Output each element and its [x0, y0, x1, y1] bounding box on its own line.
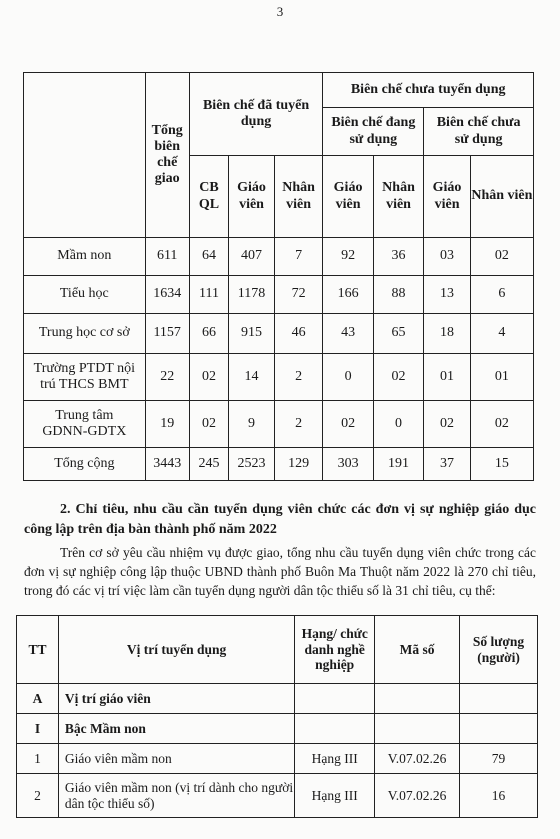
- table-row: [24, 276, 534, 314]
- section-tt: A: [17, 684, 59, 714]
- cell: 1634: [145, 276, 189, 314]
- empty-cell: [460, 684, 538, 714]
- section-2-heading-text: 2. Chỉ tiêu, nhu cầu cần tuyển dụng viên chức các đơn vị sự nghiệp giáo dục công lập trên địa bàn thành phố năm 2022: [24, 502, 536, 537]
- cell: 7: [274, 238, 323, 276]
- cell: 88: [373, 276, 424, 314]
- cell: 4: [470, 314, 533, 354]
- section-row: [17, 714, 538, 744]
- cell: 02: [470, 401, 533, 448]
- cell: 19: [145, 401, 189, 448]
- header-nhan-vien: Nhân viên: [470, 156, 533, 238]
- row-rank: Hạng III: [295, 774, 375, 818]
- cell: 129: [274, 448, 323, 481]
- empty-cell: [295, 714, 375, 744]
- cell: 15: [470, 448, 533, 481]
- corner-cell: [24, 73, 146, 238]
- header-tt: TT: [17, 616, 59, 684]
- header-giao-vien: Giáo viên: [229, 156, 275, 238]
- header-giao-vien: Giáo viên: [424, 156, 471, 238]
- row-code: V.07.02.26: [375, 744, 460, 774]
- table-row: [24, 314, 534, 354]
- header-not-recruited: Biên chế chưa tuyển dụng: [323, 73, 534, 108]
- cell: 65: [373, 314, 424, 354]
- header-not-in-use: Biên chế chưa sử dụng: [424, 108, 534, 156]
- empty-cell: [375, 684, 460, 714]
- empty-cell: [295, 684, 375, 714]
- header-quantity: Số lượng (người): [460, 616, 538, 684]
- empty-cell: [375, 714, 460, 744]
- row-tt: 1: [17, 744, 59, 774]
- cell: 66: [189, 314, 228, 354]
- cell: 37: [424, 448, 471, 481]
- table-row: [24, 238, 534, 276]
- cell: 0: [373, 401, 424, 448]
- header-position: Vị trí tuyển dụng: [58, 616, 294, 684]
- cell: 02: [189, 354, 228, 401]
- cell: 02: [323, 401, 373, 448]
- cell: 01: [424, 354, 471, 401]
- cell: 166: [323, 276, 373, 314]
- cell: 72: [274, 276, 323, 314]
- row-position: Giáo viên mầm non: [58, 744, 294, 774]
- cell: 1157: [145, 314, 189, 354]
- section-2-heading: [24, 500, 536, 540]
- section-tt: I: [17, 714, 59, 744]
- cell: 13: [424, 276, 471, 314]
- row-label: Tiểu học: [24, 276, 146, 314]
- page-number: 3: [276, 4, 284, 19]
- cell: 43: [323, 314, 373, 354]
- table-row: [24, 354, 534, 401]
- section-label: Vị trí giáo viên: [58, 684, 294, 714]
- header-cbql: CB QL: [189, 156, 228, 238]
- cell: 191: [373, 448, 424, 481]
- cell: 02: [373, 354, 424, 401]
- row-quantity: 79: [460, 744, 538, 774]
- row-label: Mầm non: [24, 238, 146, 276]
- cell: 1178: [229, 276, 275, 314]
- recruitment-table: [16, 615, 538, 818]
- cell: 18: [424, 314, 471, 354]
- cell: 02: [470, 238, 533, 276]
- header-recruited: Biên chế đã tuyển dụng: [189, 73, 323, 156]
- row-code: V.07.02.26: [375, 774, 460, 818]
- cell: 303: [323, 448, 373, 481]
- header-nhan-vien: Nhân viên: [274, 156, 323, 238]
- cell: 0: [323, 354, 373, 401]
- row-tt: 2: [17, 774, 59, 818]
- cell: 02: [189, 401, 228, 448]
- table-row: [17, 744, 538, 774]
- cell: 2523: [229, 448, 275, 481]
- header-rank: Hạng/ chức danh nghề nghiệp: [295, 616, 375, 684]
- row-label: Trung tâm GDNN-GDTX: [24, 401, 146, 448]
- row-position: Giáo viên mầm non (vị trí dành cho người dân tộc thiểu số): [58, 774, 294, 818]
- cell: 611: [145, 238, 189, 276]
- cell: 2: [274, 354, 323, 401]
- section-2-paragraph: [24, 543, 536, 600]
- row-quantity: 16: [460, 774, 538, 818]
- cell: 111: [189, 276, 228, 314]
- empty-cell: [460, 714, 538, 744]
- header-nhan-vien: Nhân viên: [373, 156, 424, 238]
- cell: 2: [274, 401, 323, 448]
- cell: 6: [470, 276, 533, 314]
- table-row: [17, 774, 538, 818]
- header-giao-vien: Giáo viên: [323, 156, 373, 238]
- cell: 407: [229, 238, 275, 276]
- header-code: Mã số: [375, 616, 460, 684]
- section-label: Bậc Mầm non: [58, 714, 294, 744]
- cell: 245: [189, 448, 228, 481]
- row-label: Trung học cơ sở: [24, 314, 146, 354]
- header-total: Tổng biên chế giao: [145, 73, 189, 238]
- header-in-use: Biên chế đang sử dụng: [323, 108, 424, 156]
- cell: 36: [373, 238, 424, 276]
- cell: 02: [424, 401, 471, 448]
- cell: 64: [189, 238, 228, 276]
- section-2-paragraph-text: Trên cơ sở yêu cầu nhiệm vụ được giao, tổng nhu cầu tuyển dụng viên chức trong các đơn vị sự nghiệp công lập thuộc UBND thành phố Buôn Ma Thuột năm 2022 là 270 chỉ tiêu, trong đó các vị trí việc làm cần tuyển dụng người dân tộc thiểu số là 31 chỉ tiêu, cụ thể:: [24, 545, 536, 598]
- cell: 3443: [145, 448, 189, 481]
- cell: 92: [323, 238, 373, 276]
- cell: 01: [470, 354, 533, 401]
- cell: 9: [229, 401, 275, 448]
- row-label: Tổng cộng: [24, 448, 146, 481]
- section-row: [17, 684, 538, 714]
- cell: 22: [145, 354, 189, 401]
- cell: 03: [424, 238, 471, 276]
- cell: 14: [229, 354, 275, 401]
- total-row: [24, 448, 534, 481]
- row-rank: Hạng III: [295, 744, 375, 774]
- cell: 915: [229, 314, 275, 354]
- table-row: [24, 401, 534, 448]
- staffing-table: [23, 72, 534, 481]
- row-label: Trường PTDT nội trú THCS BMT: [24, 354, 146, 401]
- cell: 46: [274, 314, 323, 354]
